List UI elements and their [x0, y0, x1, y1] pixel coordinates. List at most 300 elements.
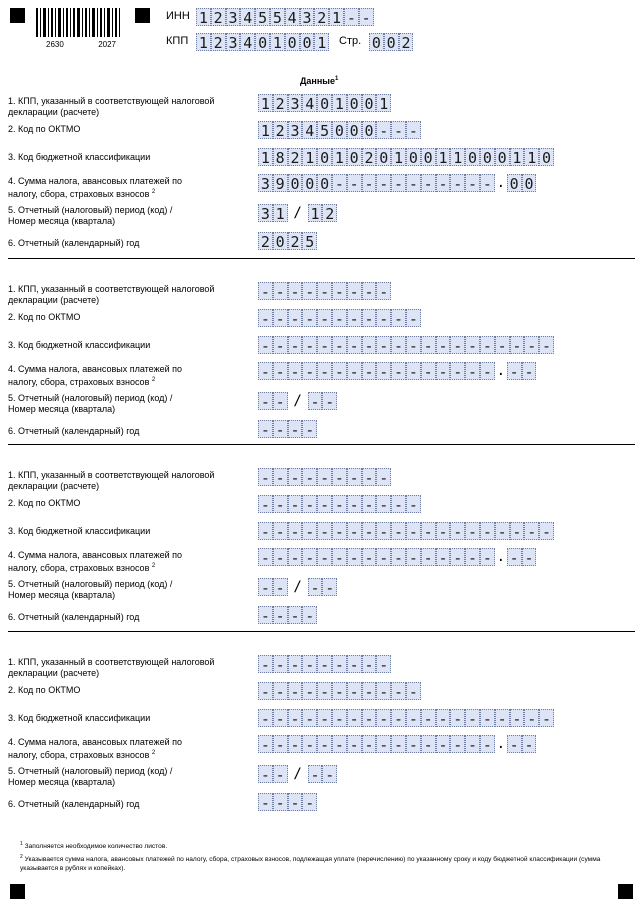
- form-cell[interactable]: -: [421, 548, 436, 566]
- oktmo-field[interactable]: [258, 682, 421, 700]
- form-cell[interactable]: -: [436, 362, 451, 380]
- period-code-field[interactable]: [258, 578, 288, 596]
- form-cell[interactable]: -: [376, 495, 391, 513]
- form-cell[interactable]: -: [376, 121, 391, 139]
- form-cell[interactable]: -: [495, 709, 510, 727]
- form-cell[interactable]: -: [436, 735, 451, 753]
- form-cell[interactable]: -: [362, 709, 377, 727]
- form-cell[interactable]: -: [258, 682, 273, 700]
- form-cell[interactable]: 8: [273, 148, 288, 166]
- form-cell[interactable]: 0: [347, 94, 362, 112]
- form-cell[interactable]: 1: [450, 148, 465, 166]
- kpp-field[interactable]: [258, 94, 391, 112]
- form-cell[interactable]: -: [302, 548, 317, 566]
- form-cell[interactable]: -: [362, 174, 377, 192]
- form-cell[interactable]: -: [273, 336, 288, 354]
- period-code-field[interactable]: [258, 204, 288, 222]
- form-cell[interactable]: -: [288, 282, 303, 300]
- form-cell[interactable]: -: [406, 174, 421, 192]
- form-cell[interactable]: -: [347, 282, 362, 300]
- form-cell[interactable]: -: [421, 362, 436, 380]
- form-cell[interactable]: -: [317, 282, 332, 300]
- form-cell[interactable]: -: [539, 336, 554, 354]
- form-cell[interactable]: -: [391, 121, 406, 139]
- form-cell[interactable]: -: [376, 682, 391, 700]
- form-cell[interactable]: -: [347, 735, 362, 753]
- form-cell[interactable]: -: [362, 468, 377, 486]
- form-cell[interactable]: 2: [258, 232, 273, 250]
- period-month-field[interactable]: [308, 765, 338, 783]
- form-cell[interactable]: -: [539, 709, 554, 727]
- form-cell[interactable]: 3: [226, 8, 241, 26]
- form-cell[interactable]: -: [406, 735, 421, 753]
- form-cell[interactable]: -: [524, 336, 539, 354]
- form-cell[interactable]: -: [406, 709, 421, 727]
- form-cell[interactable]: -: [258, 468, 273, 486]
- form-cell[interactable]: -: [273, 682, 288, 700]
- form-cell[interactable]: -: [376, 174, 391, 192]
- form-cell[interactable]: -: [436, 709, 451, 727]
- form-cell[interactable]: -: [258, 420, 273, 438]
- form-cell[interactable]: 1: [196, 8, 211, 26]
- form-cell[interactable]: -: [258, 309, 273, 327]
- form-cell[interactable]: -: [376, 362, 391, 380]
- form-cell[interactable]: -: [273, 468, 288, 486]
- form-cell[interactable]: 0: [317, 148, 332, 166]
- form-cell[interactable]: 0: [369, 33, 384, 51]
- form-cell[interactable]: -: [332, 709, 347, 727]
- form-cell[interactable]: -: [480, 548, 495, 566]
- form-cell[interactable]: -: [480, 174, 495, 192]
- form-cell[interactable]: -: [302, 709, 317, 727]
- form-cell[interactable]: 1: [391, 148, 406, 166]
- form-cell[interactable]: -: [406, 336, 421, 354]
- form-cell[interactable]: 0: [539, 148, 554, 166]
- form-cell[interactable]: 0: [522, 174, 537, 192]
- form-cell[interactable]: -: [524, 522, 539, 540]
- form-cell[interactable]: -: [359, 8, 374, 26]
- form-cell[interactable]: -: [450, 709, 465, 727]
- form-cell[interactable]: 0: [317, 94, 332, 112]
- form-cell[interactable]: 0: [285, 33, 300, 51]
- form-cell[interactable]: -: [347, 655, 362, 673]
- form-cell[interactable]: -: [391, 174, 406, 192]
- form-cell[interactable]: -: [450, 735, 465, 753]
- form-cell[interactable]: -: [332, 655, 347, 673]
- form-cell[interactable]: -: [273, 282, 288, 300]
- form-cell[interactable]: 5: [255, 8, 270, 26]
- form-cell[interactable]: 3: [288, 121, 303, 139]
- form-cell[interactable]: -: [317, 309, 332, 327]
- form-cell[interactable]: -: [273, 392, 288, 410]
- form-cell[interactable]: 0: [347, 148, 362, 166]
- form-cell[interactable]: 3: [258, 204, 273, 222]
- form-cell[interactable]: -: [317, 495, 332, 513]
- form-cell[interactable]: -: [317, 522, 332, 540]
- form-cell[interactable]: -: [258, 362, 273, 380]
- form-cell[interactable]: -: [362, 682, 377, 700]
- form-cell[interactable]: 1: [436, 148, 451, 166]
- form-cell[interactable]: -: [308, 392, 323, 410]
- form-cell[interactable]: -: [376, 282, 391, 300]
- form-cell[interactable]: 2: [273, 94, 288, 112]
- form-cell[interactable]: -: [317, 548, 332, 566]
- form-cell[interactable]: -: [332, 522, 347, 540]
- form-cell[interactable]: -: [258, 765, 273, 783]
- form-cell[interactable]: -: [436, 174, 451, 192]
- form-cell[interactable]: -: [465, 174, 480, 192]
- form-cell[interactable]: -: [465, 735, 480, 753]
- form-cell[interactable]: -: [465, 548, 480, 566]
- form-cell[interactable]: -: [436, 522, 451, 540]
- tax-sum-rubles-field[interactable]: [258, 735, 495, 753]
- form-cell[interactable]: -: [302, 735, 317, 753]
- form-cell[interactable]: -: [362, 282, 377, 300]
- form-cell[interactable]: -: [406, 522, 421, 540]
- form-cell[interactable]: -: [406, 362, 421, 380]
- form-cell[interactable]: -: [406, 682, 421, 700]
- form-cell[interactable]: 0: [273, 232, 288, 250]
- form-cell[interactable]: -: [302, 655, 317, 673]
- form-cell[interactable]: -: [273, 420, 288, 438]
- form-cell[interactable]: -: [362, 336, 377, 354]
- form-cell[interactable]: -: [391, 362, 406, 380]
- form-cell[interactable]: -: [406, 309, 421, 327]
- form-cell[interactable]: -: [522, 548, 537, 566]
- form-cell[interactable]: -: [258, 655, 273, 673]
- form-cell[interactable]: -: [391, 336, 406, 354]
- page-number-field[interactable]: [369, 33, 413, 51]
- form-cell[interactable]: 0: [465, 148, 480, 166]
- form-cell[interactable]: -: [288, 606, 303, 624]
- form-cell[interactable]: 0: [480, 148, 495, 166]
- form-cell[interactable]: -: [376, 548, 391, 566]
- form-cell[interactable]: 0: [376, 148, 391, 166]
- form-cell[interactable]: -: [288, 735, 303, 753]
- form-cell[interactable]: -: [273, 362, 288, 380]
- form-cell[interactable]: -: [273, 709, 288, 727]
- form-cell[interactable]: -: [391, 735, 406, 753]
- form-cell[interactable]: -: [288, 468, 303, 486]
- oktmo-field[interactable]: [258, 495, 421, 513]
- form-cell[interactable]: 0: [406, 148, 421, 166]
- form-cell[interactable]: -: [317, 682, 332, 700]
- form-cell[interactable]: 2: [288, 232, 303, 250]
- form-cell[interactable]: -: [288, 336, 303, 354]
- period-month-field[interactable]: [308, 578, 338, 596]
- form-cell[interactable]: 2: [273, 121, 288, 139]
- form-cell[interactable]: -: [376, 309, 391, 327]
- form-cell[interactable]: 2: [288, 148, 303, 166]
- form-cell[interactable]: -: [302, 282, 317, 300]
- kbk-field[interactable]: [258, 336, 554, 354]
- form-cell[interactable]: -: [308, 578, 323, 596]
- form-cell[interactable]: -: [322, 578, 337, 596]
- form-cell[interactable]: -: [450, 174, 465, 192]
- form-cell[interactable]: -: [436, 336, 451, 354]
- form-cell[interactable]: -: [510, 522, 525, 540]
- form-cell[interactable]: -: [524, 709, 539, 727]
- form-cell[interactable]: -: [288, 362, 303, 380]
- tax-sum-rubles-field[interactable]: [258, 548, 495, 566]
- form-cell[interactable]: 2: [322, 204, 337, 222]
- form-cell[interactable]: -: [450, 362, 465, 380]
- period-month-field[interactable]: [308, 392, 338, 410]
- form-cell[interactable]: -: [362, 548, 377, 566]
- tax-sum-rubles-field[interactable]: [258, 174, 495, 192]
- kbk-field[interactable]: [258, 709, 554, 727]
- form-cell[interactable]: -: [288, 420, 303, 438]
- form-cell[interactable]: -: [347, 522, 362, 540]
- form-cell[interactable]: 1: [258, 121, 273, 139]
- form-cell[interactable]: -: [302, 468, 317, 486]
- form-cell[interactable]: -: [332, 468, 347, 486]
- form-cell[interactable]: -: [362, 655, 377, 673]
- form-cell[interactable]: -: [332, 336, 347, 354]
- form-cell[interactable]: -: [391, 522, 406, 540]
- period-code-field[interactable]: [258, 765, 288, 783]
- year-field[interactable]: [258, 420, 317, 438]
- form-cell[interactable]: -: [258, 495, 273, 513]
- form-cell[interactable]: 4: [240, 33, 255, 51]
- form-cell[interactable]: -: [495, 336, 510, 354]
- form-cell[interactable]: -: [480, 709, 495, 727]
- form-cell[interactable]: -: [322, 765, 337, 783]
- form-cell[interactable]: -: [480, 522, 495, 540]
- kbk-field[interactable]: [258, 522, 554, 540]
- form-cell[interactable]: -: [332, 174, 347, 192]
- form-cell[interactable]: -: [273, 548, 288, 566]
- inn-field[interactable]: [196, 8, 374, 26]
- form-cell[interactable]: -: [317, 336, 332, 354]
- form-cell[interactable]: -: [332, 682, 347, 700]
- form-cell[interactable]: 1: [329, 8, 344, 26]
- form-cell[interactable]: 1: [332, 94, 347, 112]
- form-cell[interactable]: -: [450, 548, 465, 566]
- form-cell[interactable]: -: [273, 655, 288, 673]
- form-cell[interactable]: -: [332, 362, 347, 380]
- form-cell[interactable]: 1: [258, 94, 273, 112]
- form-cell[interactable]: -: [362, 309, 377, 327]
- form-cell[interactable]: 0: [255, 33, 270, 51]
- form-cell[interactable]: -: [258, 578, 273, 596]
- tax-sum-kopecks-field[interactable]: [507, 362, 537, 380]
- form-cell[interactable]: -: [308, 765, 323, 783]
- year-field[interactable]: [258, 232, 317, 250]
- form-cell[interactable]: -: [288, 655, 303, 673]
- form-cell[interactable]: -: [273, 522, 288, 540]
- form-cell[interactable]: -: [332, 282, 347, 300]
- form-cell[interactable]: 3: [288, 94, 303, 112]
- form-cell[interactable]: -: [391, 548, 406, 566]
- form-cell[interactable]: -: [421, 735, 436, 753]
- form-cell[interactable]: -: [317, 362, 332, 380]
- form-cell[interactable]: 0: [362, 121, 377, 139]
- form-cell[interactable]: -: [436, 548, 451, 566]
- form-cell[interactable]: 2: [399, 33, 414, 51]
- form-cell[interactable]: 4: [302, 94, 317, 112]
- kpp-field[interactable]: [258, 468, 391, 486]
- form-cell[interactable]: 1: [332, 148, 347, 166]
- form-cell[interactable]: -: [421, 522, 436, 540]
- form-cell[interactable]: 0: [495, 148, 510, 166]
- form-cell[interactable]: -: [302, 682, 317, 700]
- form-cell[interactable]: -: [273, 606, 288, 624]
- oktmo-field[interactable]: [258, 121, 421, 139]
- form-cell[interactable]: -: [507, 735, 522, 753]
- form-cell[interactable]: -: [347, 709, 362, 727]
- form-cell[interactable]: 1: [270, 33, 285, 51]
- form-cell[interactable]: -: [480, 735, 495, 753]
- form-cell[interactable]: -: [522, 735, 537, 753]
- form-cell[interactable]: -: [376, 522, 391, 540]
- form-cell[interactable]: -: [376, 709, 391, 727]
- form-cell[interactable]: 0: [507, 174, 522, 192]
- form-cell[interactable]: -: [347, 336, 362, 354]
- form-cell[interactable]: 5: [302, 232, 317, 250]
- form-cell[interactable]: 4: [302, 121, 317, 139]
- period-month-field[interactable]: [308, 204, 338, 222]
- form-cell[interactable]: -: [406, 548, 421, 566]
- form-cell[interactable]: 0: [300, 33, 315, 51]
- form-cell[interactable]: 1: [308, 204, 323, 222]
- form-cell[interactable]: -: [302, 522, 317, 540]
- form-cell[interactable]: -: [288, 495, 303, 513]
- form-cell[interactable]: -: [465, 362, 480, 380]
- form-cell[interactable]: -: [376, 336, 391, 354]
- form-cell[interactable]: 2: [211, 8, 226, 26]
- form-cell[interactable]: -: [258, 793, 273, 811]
- form-cell[interactable]: -: [258, 606, 273, 624]
- form-cell[interactable]: -: [347, 495, 362, 513]
- form-cell[interactable]: -: [273, 309, 288, 327]
- form-cell[interactable]: 1: [376, 94, 391, 112]
- form-cell[interactable]: 0: [347, 121, 362, 139]
- form-cell[interactable]: -: [258, 282, 273, 300]
- form-cell[interactable]: -: [450, 336, 465, 354]
- form-cell[interactable]: 4: [240, 8, 255, 26]
- form-cell[interactable]: -: [362, 495, 377, 513]
- form-cell[interactable]: -: [347, 682, 362, 700]
- form-cell[interactable]: -: [347, 548, 362, 566]
- form-cell[interactable]: -: [406, 121, 421, 139]
- tax-sum-kopecks-field[interactable]: [507, 735, 537, 753]
- form-cell[interactable]: -: [510, 709, 525, 727]
- form-cell[interactable]: -: [507, 548, 522, 566]
- form-cell[interactable]: 9: [273, 174, 288, 192]
- form-cell[interactable]: -: [510, 336, 525, 354]
- form-cell[interactable]: -: [450, 522, 465, 540]
- form-cell[interactable]: -: [539, 522, 554, 540]
- form-cell[interactable]: -: [465, 336, 480, 354]
- form-cell[interactable]: -: [302, 495, 317, 513]
- form-cell[interactable]: -: [507, 362, 522, 380]
- form-cell[interactable]: -: [258, 392, 273, 410]
- form-cell[interactable]: -: [288, 309, 303, 327]
- form-cell[interactable]: -: [258, 735, 273, 753]
- form-cell[interactable]: -: [421, 174, 436, 192]
- form-cell[interactable]: -: [302, 420, 317, 438]
- form-cell[interactable]: 1: [510, 148, 525, 166]
- kpp-field[interactable]: [258, 655, 391, 673]
- form-cell[interactable]: -: [391, 309, 406, 327]
- form-cell[interactable]: 0: [317, 174, 332, 192]
- tax-sum-rubles-field[interactable]: [258, 362, 495, 380]
- form-cell[interactable]: -: [362, 522, 377, 540]
- kpp-header-field[interactable]: [196, 33, 329, 51]
- form-cell[interactable]: 1: [273, 204, 288, 222]
- form-cell[interactable]: 3: [226, 33, 241, 51]
- form-cell[interactable]: -: [273, 578, 288, 596]
- form-cell[interactable]: -: [332, 735, 347, 753]
- oktmo-field[interactable]: [258, 309, 421, 327]
- form-cell[interactable]: -: [465, 522, 480, 540]
- form-cell[interactable]: -: [347, 309, 362, 327]
- kpp-field[interactable]: [258, 282, 391, 300]
- form-cell[interactable]: -: [495, 522, 510, 540]
- form-cell[interactable]: 4: [285, 8, 300, 26]
- form-cell[interactable]: 2: [314, 8, 329, 26]
- form-cell[interactable]: 3: [258, 174, 273, 192]
- form-cell[interactable]: -: [391, 682, 406, 700]
- form-cell[interactable]: -: [288, 682, 303, 700]
- form-cell[interactable]: -: [302, 362, 317, 380]
- form-cell[interactable]: 1: [314, 33, 329, 51]
- form-cell[interactable]: -: [376, 735, 391, 753]
- year-field[interactable]: [258, 606, 317, 624]
- form-cell[interactable]: -: [273, 793, 288, 811]
- form-cell[interactable]: 0: [288, 174, 303, 192]
- form-cell[interactable]: -: [362, 362, 377, 380]
- form-cell[interactable]: 0: [362, 94, 377, 112]
- form-cell[interactable]: -: [322, 392, 337, 410]
- form-cell[interactable]: -: [302, 309, 317, 327]
- form-cell[interactable]: -: [391, 709, 406, 727]
- form-cell[interactable]: 0: [384, 33, 399, 51]
- form-cell[interactable]: -: [288, 548, 303, 566]
- form-cell[interactable]: -: [288, 522, 303, 540]
- form-cell[interactable]: 3: [300, 8, 315, 26]
- form-cell[interactable]: 1: [196, 33, 211, 51]
- year-field[interactable]: [258, 793, 317, 811]
- form-cell[interactable]: -: [258, 709, 273, 727]
- form-cell[interactable]: -: [273, 765, 288, 783]
- form-cell[interactable]: 0: [302, 174, 317, 192]
- form-cell[interactable]: -: [362, 735, 377, 753]
- tax-sum-kopecks-field[interactable]: [507, 174, 537, 192]
- form-cell[interactable]: -: [317, 655, 332, 673]
- form-cell[interactable]: -: [317, 468, 332, 486]
- form-cell[interactable]: -: [344, 8, 359, 26]
- kbk-field[interactable]: [258, 148, 554, 166]
- form-cell[interactable]: 0: [421, 148, 436, 166]
- form-cell[interactable]: -: [317, 735, 332, 753]
- period-code-field[interactable]: [258, 392, 288, 410]
- form-cell[interactable]: -: [465, 709, 480, 727]
- form-cell[interactable]: 1: [302, 148, 317, 166]
- form-cell[interactable]: -: [317, 709, 332, 727]
- form-cell[interactable]: -: [406, 495, 421, 513]
- form-cell[interactable]: -: [480, 336, 495, 354]
- form-cell[interactable]: -: [332, 495, 347, 513]
- form-cell[interactable]: 1: [258, 148, 273, 166]
- form-cell[interactable]: -: [391, 495, 406, 513]
- form-cell[interactable]: -: [288, 793, 303, 811]
- form-cell[interactable]: 5: [270, 8, 285, 26]
- form-cell[interactable]: -: [376, 655, 391, 673]
- form-cell[interactable]: -: [258, 522, 273, 540]
- form-cell[interactable]: 1: [524, 148, 539, 166]
